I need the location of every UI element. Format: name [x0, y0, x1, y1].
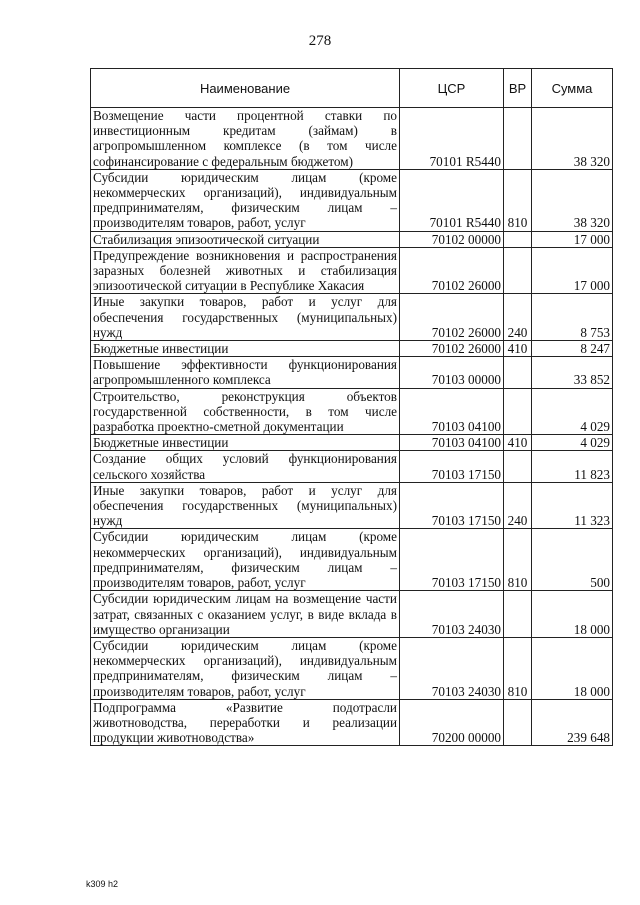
row-vr: 240 [504, 294, 532, 341]
table-row [91, 388, 613, 435]
table-row [91, 482, 613, 529]
table-row [91, 451, 613, 482]
row-csr: 70103 04100 [400, 435, 504, 451]
row-csr: 70102 26000 [400, 247, 504, 294]
row-vr [504, 591, 532, 638]
table-row [91, 294, 613, 341]
row-csr: 70103 00000 [400, 357, 504, 388]
row-csr: 70103 17150 [400, 482, 504, 529]
row-sum: 11 823 [532, 451, 613, 482]
row-name: Предупреждение возникновения и распространения заразных болезней животных и стабилизация эпизоотической ситуации в Республике Хакасия [91, 247, 400, 294]
row-sum: 33 852 [532, 357, 613, 388]
row-vr [504, 388, 532, 435]
row-sum: 500 [532, 529, 613, 591]
row-name: Строительство, реконструкция объектов государственной собственности, в том числе разработка проектно-сметной документации [91, 388, 400, 435]
row-sum: 18 000 [532, 637, 613, 699]
table-header-row [91, 69, 613, 108]
page-number: 278 [308, 33, 332, 49]
row-sum: 239 648 [532, 699, 613, 746]
row-vr: 810 [504, 169, 532, 231]
table-row [91, 341, 613, 357]
row-sum: 17 000 [532, 247, 613, 294]
row-name: Стабилизация эпизоотической ситуации [91, 231, 400, 247]
table-row [91, 637, 613, 699]
row-sum: 18 000 [532, 591, 613, 638]
row-sum: 11 323 [532, 482, 613, 529]
row-csr: 70103 24030 [400, 591, 504, 638]
row-name: Повышение эффективности функционирования агропромышленного комплекса [91, 357, 400, 388]
row-sum: 4 029 [532, 435, 613, 451]
row-csr: 70102 26000 [400, 294, 504, 341]
table-row [91, 699, 613, 746]
row-sum: 38 320 [532, 169, 613, 231]
row-vr [504, 699, 532, 746]
row-name: Субсидии юридическим лицам (кроме некоммерческих организаций), индивидуальным предпринимателям, физическим лицам – производителям товаров, работ, услуг [91, 637, 400, 699]
table-row [91, 169, 613, 231]
row-csr: 70200 00000 [400, 699, 504, 746]
row-sum: 8 753 [532, 294, 613, 341]
row-vr: 810 [504, 529, 532, 591]
row-vr [504, 357, 532, 388]
footer-code: k309 h2 [86, 879, 119, 889]
row-sum: 4 029 [532, 388, 613, 435]
budget-table [90, 68, 613, 746]
header-vr: ВР [504, 69, 532, 108]
row-csr: 70103 17150 [400, 451, 504, 482]
row-name: Подпрограмма «Развитие подотрасли животноводства, переработки и реализации продукции животноводства» [91, 699, 400, 746]
row-vr: 810 [504, 637, 532, 699]
table-row [91, 231, 613, 247]
row-name: Субсидии юридическим лицам (кроме некоммерческих организаций), индивидуальным предпринимателям, физическим лицам – производителям товаров, работ, услуг [91, 529, 400, 591]
row-csr: 70101 R5440 [400, 108, 504, 170]
row-name: Субсидии юридическим лицам на возмещение части затрат, связанных с оказанием услуг, в виде вклада в имущество организации [91, 591, 400, 638]
row-name: Иные закупки товаров, работ и услуг для обеспечения государственных (муниципальных) нужд [91, 482, 400, 529]
row-sum: 8 247 [532, 341, 613, 357]
row-vr [504, 247, 532, 294]
table-row [91, 591, 613, 638]
table-row [91, 435, 613, 451]
row-name: Создание общих условий функционирования сельского хозяйства [91, 451, 400, 482]
row-csr: 70103 04100 [400, 388, 504, 435]
row-vr: 410 [504, 435, 532, 451]
row-name: Бюджетные инвестиции [91, 341, 400, 357]
row-vr: 410 [504, 341, 532, 357]
row-csr: 70103 24030 [400, 637, 504, 699]
row-csr: 70102 00000 [400, 231, 504, 247]
header-csr: ЦСР [400, 69, 504, 108]
row-csr: 70102 26000 [400, 341, 504, 357]
row-sum: 38 320 [532, 108, 613, 170]
table-row [91, 357, 613, 388]
row-vr [504, 231, 532, 247]
row-vr [504, 451, 532, 482]
row-csr: 70103 17150 [400, 529, 504, 591]
row-name: Субсидии юридическим лицам (кроме некоммерческих организаций), индивидуальным предпринимателям, физическим лицам – производителям товаров, работ, услуг [91, 169, 400, 231]
table-row [91, 108, 613, 170]
row-vr: 240 [504, 482, 532, 529]
row-sum: 17 000 [532, 231, 613, 247]
row-name: Возмещение части процентной ставки по инвестиционным кредитам (займам) в агропромышленном комплексе (в том числе софинансирование с федеральным бюджетом) [91, 108, 400, 170]
row-csr: 70101 R5440 [400, 169, 504, 231]
row-vr [504, 108, 532, 170]
table-row [91, 529, 613, 591]
row-name: Иные закупки товаров, работ и услуг для обеспечения государственных (муниципальных) нужд [91, 294, 400, 341]
header-sum: Сумма [532, 69, 613, 108]
header-name: Наименование [91, 69, 400, 108]
table-row [91, 247, 613, 294]
row-name: Бюджетные инвестиции [91, 435, 400, 451]
